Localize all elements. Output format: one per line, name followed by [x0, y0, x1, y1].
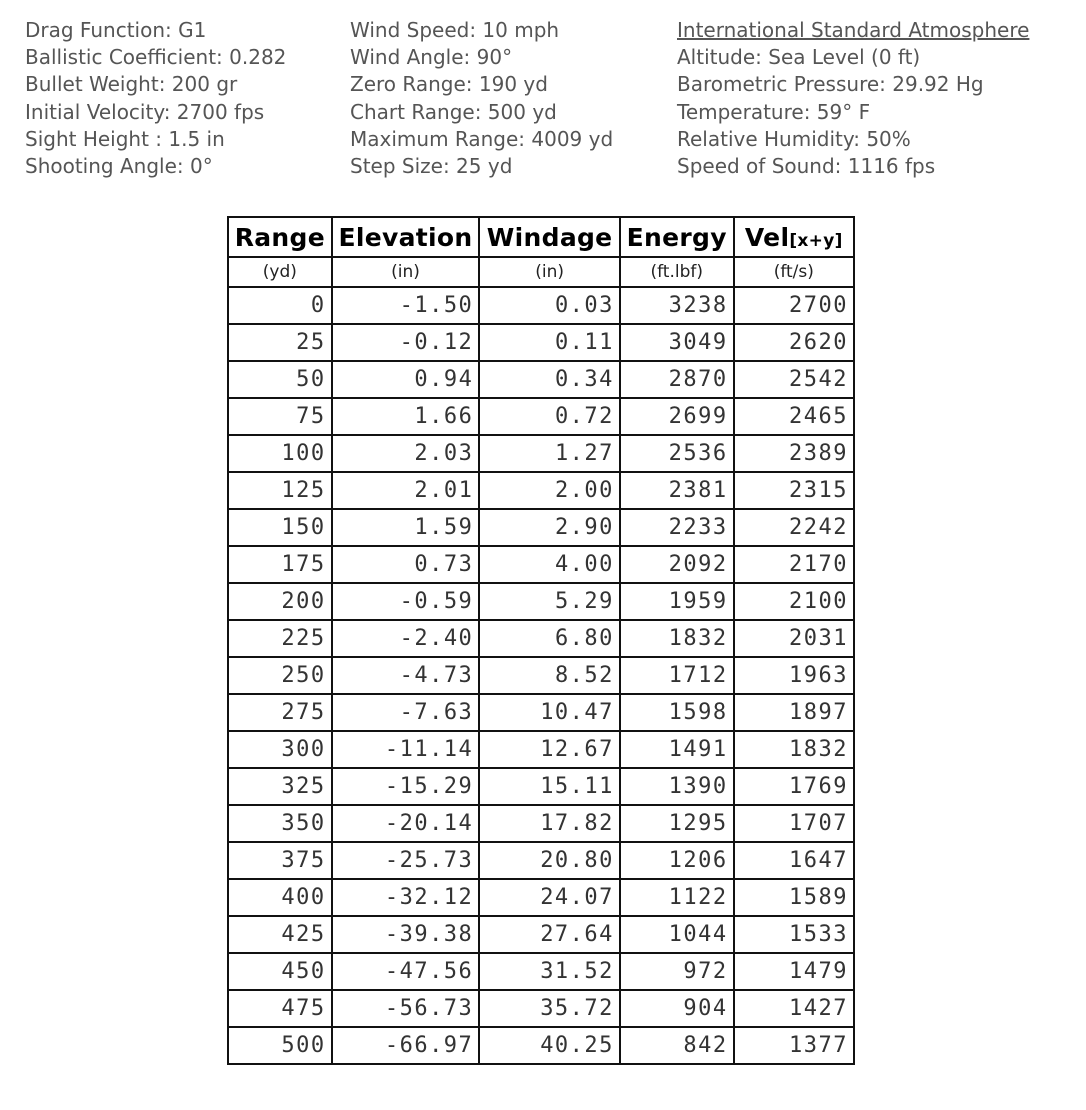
cell-windage: 2.90: [479, 509, 620, 546]
cell-windage: 27.64: [479, 916, 620, 953]
cell-velocity: 2620: [734, 324, 854, 361]
cell-energy: 1206: [620, 842, 734, 879]
table-row: [228, 805, 854, 842]
atmosphere-link[interactable]: International Standard Atmosphere: [677, 18, 1030, 42]
unit-energy: (ft.lbf): [620, 257, 734, 287]
cell-energy: 2536: [620, 435, 734, 472]
table-row: [228, 657, 854, 694]
cell-energy: 3238: [620, 287, 734, 324]
cell-elevation: -7.63: [332, 694, 480, 731]
cell-elevation: 2.01: [332, 472, 480, 509]
cell-velocity: 2542: [734, 361, 854, 398]
relative-humidity: Relative Humidity: 50%: [677, 126, 911, 151]
table-row: [228, 583, 854, 620]
table-row: [228, 879, 854, 916]
cell-energy: 2381: [620, 472, 734, 509]
cell-range: 375: [228, 842, 332, 879]
sight-height: Sight Height : 1.5 in: [25, 126, 225, 151]
cell-elevation: 0.73: [332, 546, 480, 583]
cell-range: 125: [228, 472, 332, 509]
cell-windage: 4.00: [479, 546, 620, 583]
cell-velocity: 1897: [734, 694, 854, 731]
cell-elevation: 0.94: [332, 361, 480, 398]
cell-elevation: 2.03: [332, 435, 480, 472]
step-size: Step Size: 25 yd: [350, 153, 513, 178]
header-windage: Windage: [479, 217, 620, 257]
cell-windage: 0.11: [479, 324, 620, 361]
cell-range: 275: [228, 694, 332, 731]
cell-elevation: -0.59: [332, 583, 480, 620]
cell-elevation: -25.73: [332, 842, 480, 879]
cell-elevation: -32.12: [332, 879, 480, 916]
cell-velocity: 1427: [734, 990, 854, 1027]
table-row: [228, 953, 854, 990]
cell-range: 50: [228, 361, 332, 398]
cell-energy: 3049: [620, 324, 734, 361]
cell-range: 0: [228, 287, 332, 324]
header-energy: Energy: [620, 217, 734, 257]
cell-windage: 15.11: [479, 768, 620, 805]
table-row: [228, 694, 854, 731]
cell-velocity: 1377: [734, 1027, 854, 1064]
cell-range: 175: [228, 546, 332, 583]
cell-velocity: 1479: [734, 953, 854, 990]
cell-windage: 12.67: [479, 731, 620, 768]
initial-velocity: Initial Velocity: 2700 fps: [25, 99, 265, 124]
header-velocity: [734, 217, 854, 257]
table-body: [228, 287, 854, 1064]
header-range: Range: [228, 217, 332, 257]
cell-windage: 20.80: [479, 842, 620, 879]
header-row: [228, 217, 854, 257]
cell-velocity: 2242: [734, 509, 854, 546]
cell-energy: 2092: [620, 546, 734, 583]
cell-windage: 8.52: [479, 657, 620, 694]
cell-elevation: -4.73: [332, 657, 480, 694]
cell-windage: 5.29: [479, 583, 620, 620]
cell-range: 400: [228, 879, 332, 916]
cell-windage: 6.80: [479, 620, 620, 657]
cell-velocity: 2465: [734, 398, 854, 435]
cell-elevation: -39.38: [332, 916, 480, 953]
cell-windage: 10.47: [479, 694, 620, 731]
table-row: [228, 324, 854, 361]
cell-range: 300: [228, 731, 332, 768]
unit-elevation: (in): [332, 257, 480, 287]
cell-windage: 24.07: [479, 879, 620, 916]
cell-elevation: -11.14: [332, 731, 480, 768]
barometric-pressure: Barometric Pressure: 29.92 Hg: [677, 72, 984, 97]
cell-range: 450: [228, 953, 332, 990]
atmosphere-parameters: [677, 17, 1029, 180]
cell-range: 25: [228, 324, 332, 361]
cell-velocity: 2700: [734, 287, 854, 324]
cell-windage: 1.27: [479, 435, 620, 472]
cell-range: 350: [228, 805, 332, 842]
cell-energy: 1712: [620, 657, 734, 694]
header-velocity-label: Vel: [744, 222, 790, 252]
cell-windage: 40.25: [479, 1027, 620, 1064]
projectile-parameters: [25, 17, 286, 180]
ballistic-coefficient: Ballistic Coefficient: 0.282: [25, 45, 287, 70]
bullet-weight: Bullet Weight: 200 gr: [25, 72, 238, 97]
cell-energy: 2699: [620, 398, 734, 435]
cell-range: 150: [228, 509, 332, 546]
unit-range: (yd): [228, 257, 332, 287]
cell-elevation: 1.66: [332, 398, 480, 435]
header-velocity-sub: [x+y]: [789, 230, 843, 251]
zero-range: Zero Range: 190 yd: [350, 72, 548, 97]
ballistics-table: [227, 216, 855, 1065]
cell-range: 325: [228, 768, 332, 805]
wind-angle: Wind Angle: 90°: [350, 45, 513, 70]
cell-windage: 0.34: [479, 361, 620, 398]
unit-windage: (in): [479, 257, 620, 287]
cell-windage: 2.00: [479, 472, 620, 509]
cell-windage: 0.03: [479, 287, 620, 324]
wind-speed: Wind Speed: 10 mph: [350, 18, 560, 42]
cell-elevation: 1.59: [332, 509, 480, 546]
table-row: [228, 1027, 854, 1064]
cell-energy: 1598: [620, 694, 734, 731]
table-row: [228, 620, 854, 657]
table-row: [228, 990, 854, 1027]
table-row: [228, 731, 854, 768]
table-row: [228, 287, 854, 324]
cell-energy: 1044: [620, 916, 734, 953]
table-row: [228, 768, 854, 805]
chart-range: Chart Range: 500 yd: [350, 99, 557, 124]
maximum-range: Maximum Range: 4009 yd: [350, 126, 614, 151]
table-row: [228, 361, 854, 398]
table-row: [228, 546, 854, 583]
cell-elevation: -0.12: [332, 324, 480, 361]
table-row: [228, 435, 854, 472]
cell-elevation: -47.56: [332, 953, 480, 990]
cell-range: 200: [228, 583, 332, 620]
cell-energy: 2233: [620, 509, 734, 546]
cell-energy: 1491: [620, 731, 734, 768]
cell-velocity: 1533: [734, 916, 854, 953]
cell-range: 225: [228, 620, 332, 657]
cell-velocity: 1832: [734, 731, 854, 768]
cell-energy: 1295: [620, 805, 734, 842]
cell-elevation: -2.40: [332, 620, 480, 657]
drag-function: Drag Function: G1: [25, 18, 207, 42]
cell-windage: 0.72: [479, 398, 620, 435]
header-elevation: Elevation: [332, 217, 480, 257]
cell-windage: 35.72: [479, 990, 620, 1027]
cell-velocity: 2031: [734, 620, 854, 657]
cell-range: 425: [228, 916, 332, 953]
altitude: Altitude: Sea Level (0 ft): [677, 45, 921, 70]
cell-elevation: -20.14: [332, 805, 480, 842]
cell-energy: 2870: [620, 361, 734, 398]
cell-range: 250: [228, 657, 332, 694]
temperature: Temperature: 59° F: [677, 99, 871, 124]
cell-range: 475: [228, 990, 332, 1027]
cell-energy: 1122: [620, 879, 734, 916]
cell-range: 500: [228, 1027, 332, 1064]
cell-elevation: -1.50: [332, 287, 480, 324]
table-row: [228, 398, 854, 435]
table-row: [228, 916, 854, 953]
cell-velocity: 1589: [734, 879, 854, 916]
cell-elevation: -15.29: [332, 768, 480, 805]
table-row: [228, 509, 854, 546]
cell-energy: 1832: [620, 620, 734, 657]
cell-energy: 842: [620, 1027, 734, 1064]
speed-of-sound: Speed of Sound: 1116 fps: [677, 153, 936, 178]
table-row: [228, 842, 854, 879]
cell-velocity: 2315: [734, 472, 854, 509]
cell-velocity: 1647: [734, 842, 854, 879]
cell-range: 100: [228, 435, 332, 472]
cell-elevation: -56.73: [332, 990, 480, 1027]
shooting-angle: Shooting Angle: 0°: [25, 153, 213, 178]
cell-elevation: -66.97: [332, 1027, 480, 1064]
cell-velocity: 2170: [734, 546, 854, 583]
cell-velocity: 1707: [734, 805, 854, 842]
unit-velocity: (ft/s): [734, 257, 854, 287]
cell-velocity: 1963: [734, 657, 854, 694]
cell-energy: 1959: [620, 583, 734, 620]
units-row: [228, 257, 854, 287]
cell-energy: 904: [620, 990, 734, 1027]
cell-velocity: 1769: [734, 768, 854, 805]
cell-energy: 1390: [620, 768, 734, 805]
wind-and-range-parameters: [350, 17, 613, 180]
table-row: [228, 472, 854, 509]
cell-windage: 31.52: [479, 953, 620, 990]
cell-energy: 972: [620, 953, 734, 990]
cell-windage: 17.82: [479, 805, 620, 842]
cell-velocity: 2100: [734, 583, 854, 620]
cell-range: 75: [228, 398, 332, 435]
cell-velocity: 2389: [734, 435, 854, 472]
